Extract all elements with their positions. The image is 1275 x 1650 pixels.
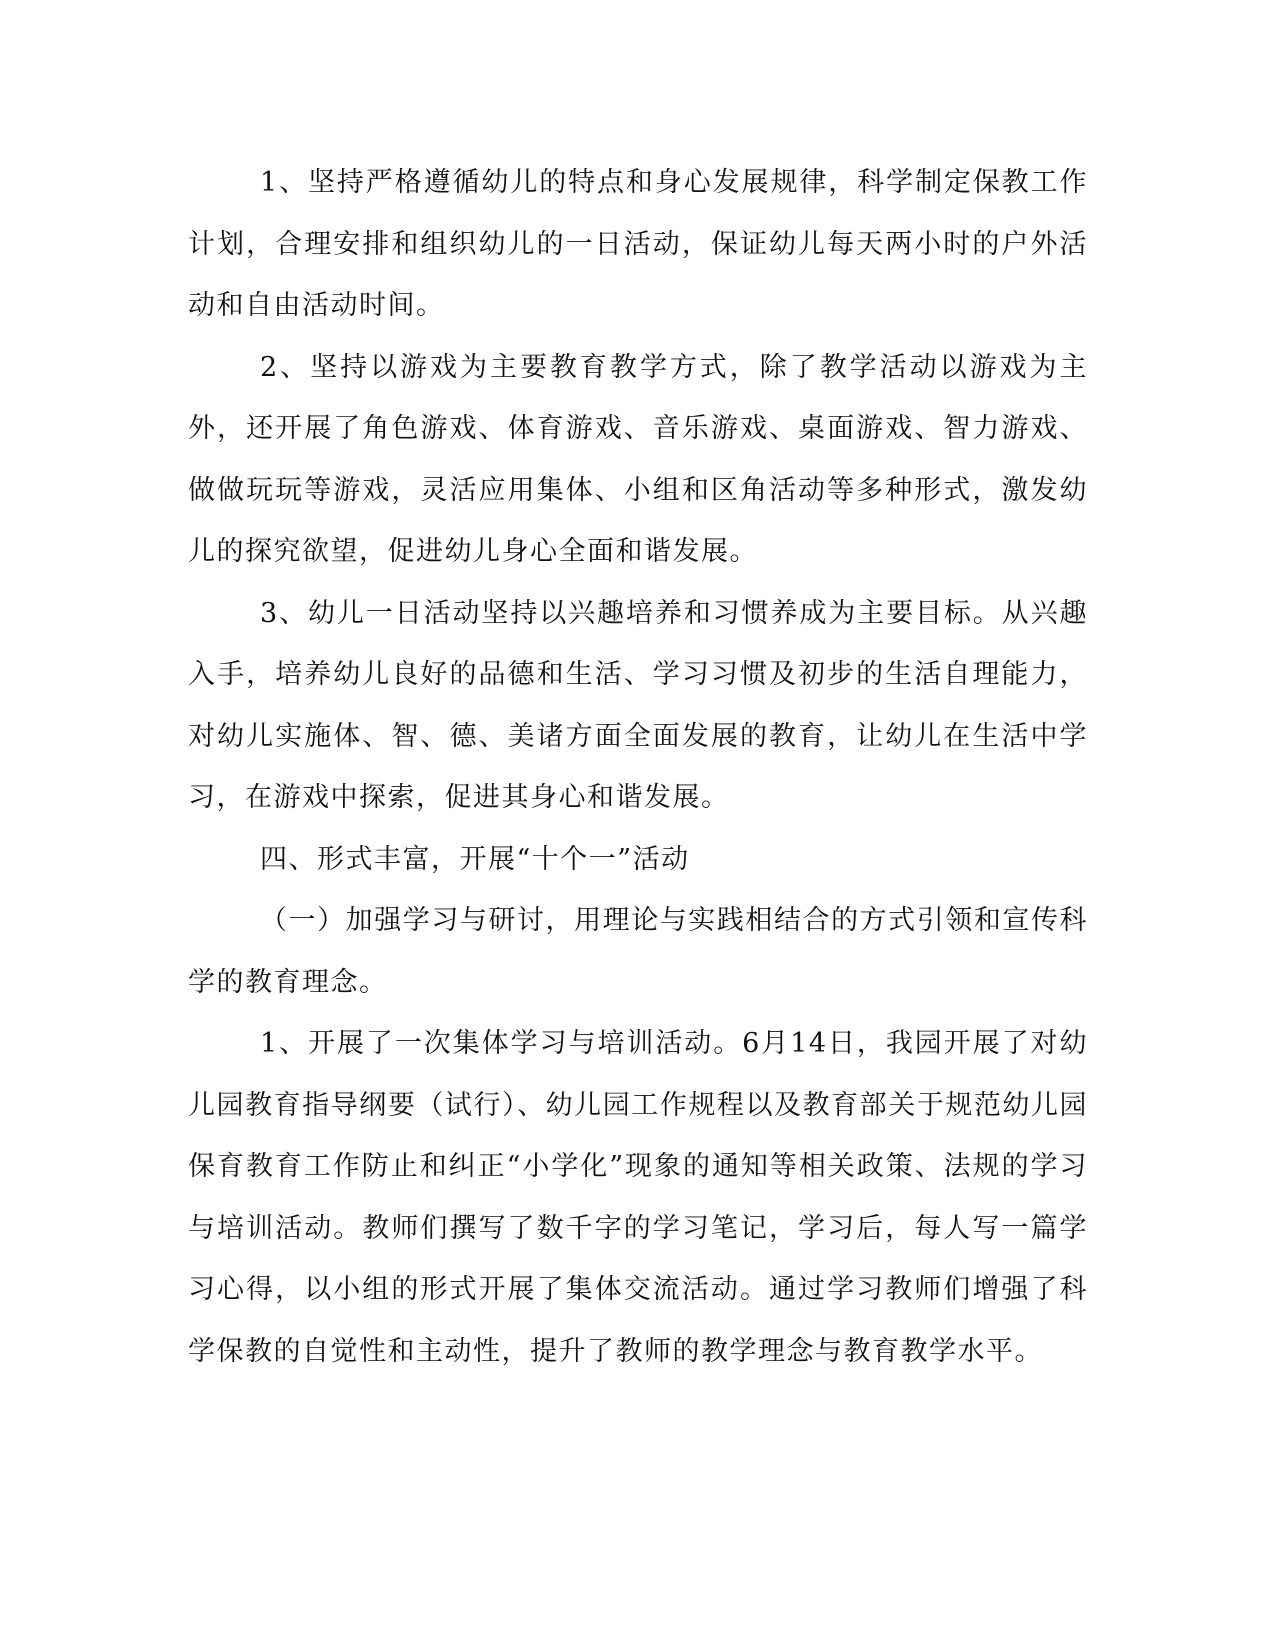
subsection-heading-one: （一）加强学习与研讨，用理论与实践相结合的方式引领和宣传科学的教育理念。 [188,905,1088,998]
document-body [188,152,1088,1382]
paragraph-habit-cultivation: 3、幼儿一日活动坚持以兴趣培养和习惯养成为主要目标。从兴趣入手，培养幼儿良好的品德和生活、学习习惯及初步的生活自理能力，对幼儿实施体、智、德、美诸方面全面发展的教育，让幼儿在生活中学习，在游戏中探索，促进其身心和谐发展。 [188,597,1088,813]
paragraph-routine-planning: 1、坚持严格遵循幼儿的特点和身心发展规律，科学制定保教工作计划，合理安排和组织幼儿的一日活动，保证幼儿每天两小时的户外活动和自由活动时间。 [188,167,1088,321]
paragraph-collective-training: 1、开展了一次集体学习与培训活动。6月14日，我园开展了对幼儿园教育指导纲要（试行）、幼儿园工作规程以及教育部关于规范幼儿园保育教育工作防止和纠正“小学化”现象的通知等相关政策、法规的学习与培训活动。教师们撰写了数千字的学习笔记，学习后，每人写一篇学习心得，以小组的形式开展了集体交流活动。通过学习教师们增强了科学保教的自觉性和主动性，提升了教师的教学理念与教育教学水平。 [188,1028,1088,1367]
section-heading-four: 四、形式丰富，开展“十个一”活动 [260,843,690,875]
paragraph-game-teaching: 2、坚持以游戏为主要教育教学方式，除了教学活动以游戏为主外，还开展了角色游戏、体育游戏、音乐游戏、桌面游戏、智力游戏、做做玩玩等游戏，灵活应用集体、小组和区角活动等多种形式，激发幼儿的探究欲望，促进幼儿身心全面和谐发展。 [188,351,1088,567]
